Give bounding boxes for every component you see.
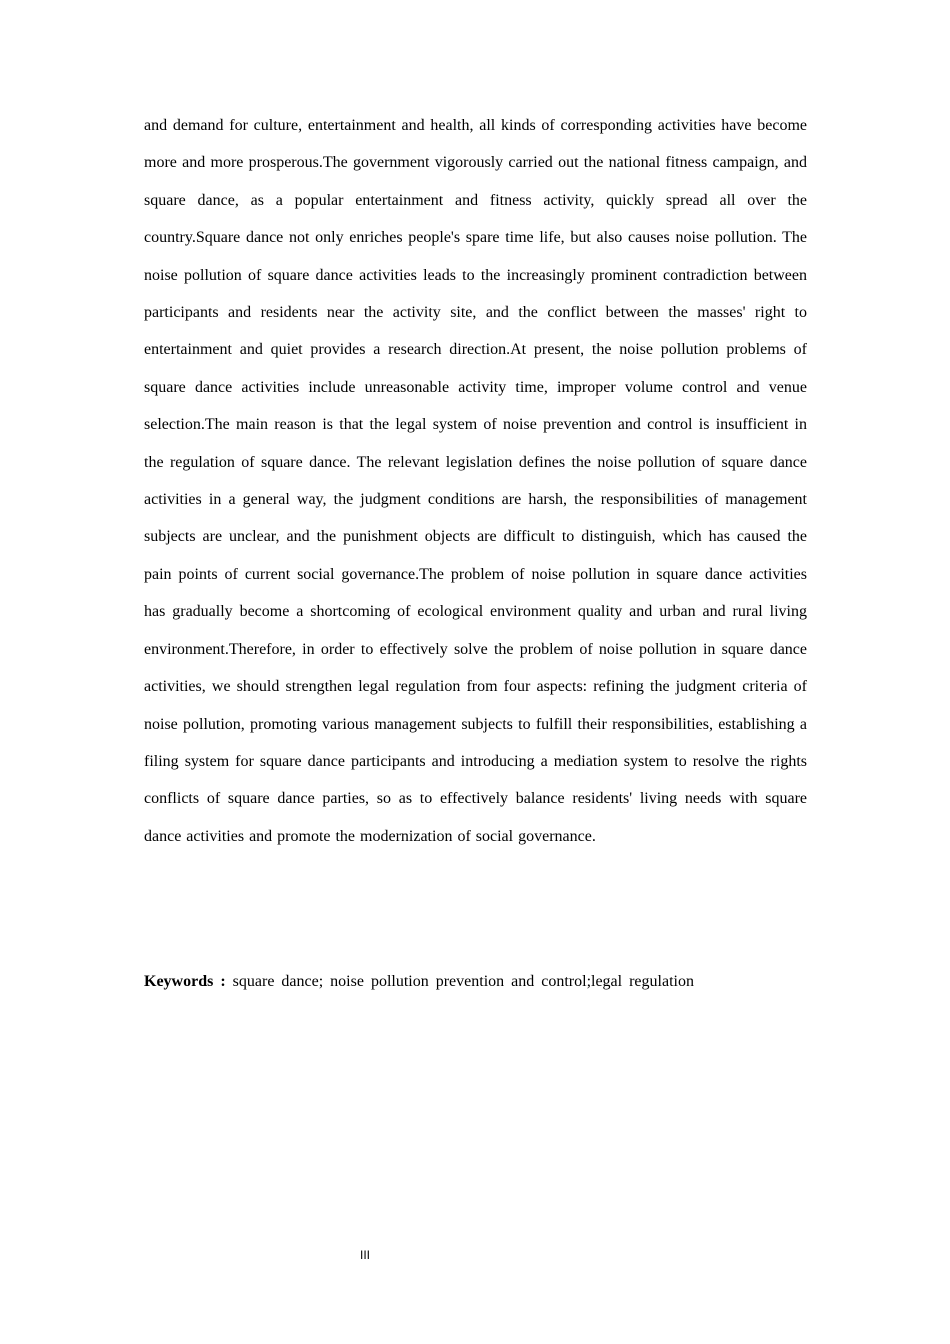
page-number: III xyxy=(359,1248,370,1262)
abstract-paragraph: and demand for culture, entertainment and health, all kinds of corresponding activities have become more and more prosperous.The government vigorously carried out the national fitness campaign, and square dance, as a popular entertainment and fitness activity, quickly spread all over the country.Square dance not only enriches people's spare time life, but also causes noise pollution. The noise pollution of square dance activities leads to the increasingly prominent contradiction between participants and residents near the activity site, and the conflict between the masses' right to entertainment and quiet provides a research direction.At present, the noise pollution problems of square dance activities include unreasonable activity time, improper volume control and venue selection.The main reason is that the legal system of noise prevention and control is insufficient in the regulation of square dance. The relevant legislation defines the noise pollution of square dance activities in a general way, the judgment conditions are harsh, the responsibilities of management subjects are unclear, and the punishment objects are difficult to distinguish, which has caused the pain points of current social governance.The problem of noise pollution in square dance activities has gradually become a shortcoming of ecological environment quality and urban and rural living environment.Therefore, in order to effectively solve the problem of noise pollution in square dance activities, we should strengthen legal regulation from four aspects: refining the judgment criteria of noise pollution, promoting various management subjects to fulfill their responsibilities, establishing a filing system for square dance participants and introducing a mediation system to resolve the rights conflicts of square dance parties, so as to effectively balance residents' living needs with square dance activities and promote the modernization of social governance. xyxy=(144,117,807,845)
keywords-label: Keywords : xyxy=(144,973,226,990)
keywords-line xyxy=(144,970,807,994)
keywords-text: square dance; noise pollution prevention and control;legal regulation xyxy=(232,973,694,990)
